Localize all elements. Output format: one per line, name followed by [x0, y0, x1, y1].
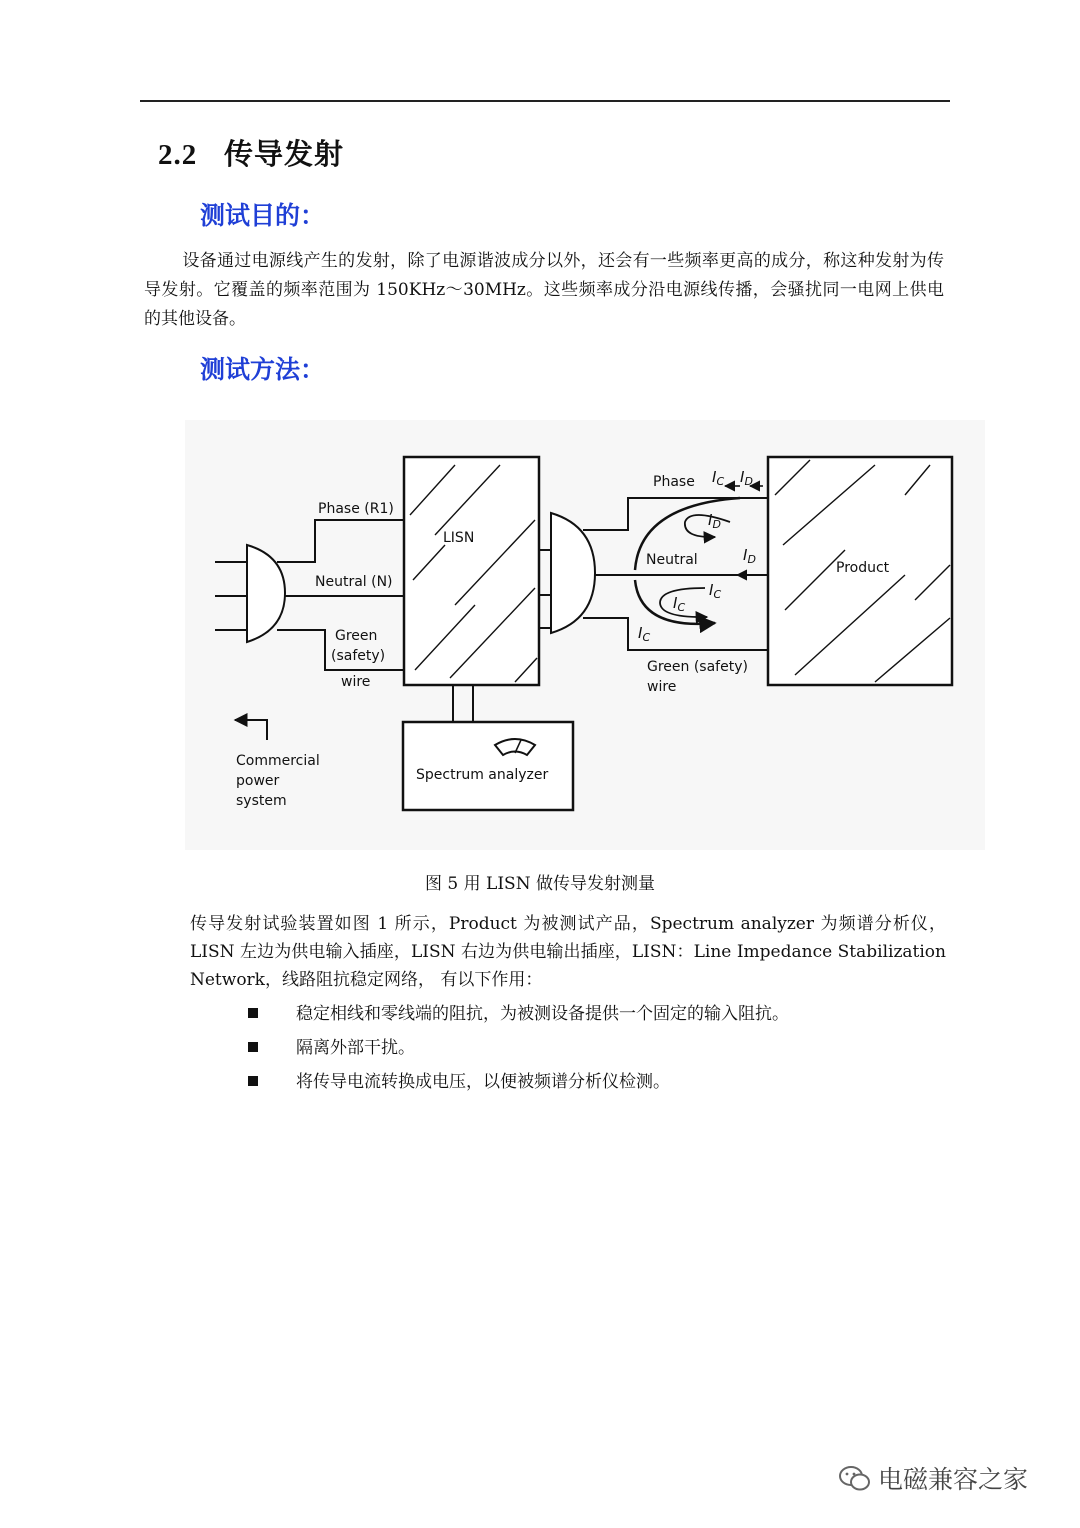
svg-text:IC: $I_C$ [638, 624, 651, 644]
figure-caption: 图 5 用 LISN 做传导发射测量 [425, 874, 655, 894]
svg-text:IC: $I_C$ [709, 581, 722, 601]
bullet-square-icon [248, 1042, 258, 1052]
commercial-power-arrow [235, 720, 267, 740]
green-safety-label: Green (safety) [647, 659, 748, 675]
wire-label: wire [341, 674, 371, 690]
input-wires [215, 562, 247, 630]
wechat-icon [838, 1464, 872, 1500]
svg-text:ID: $I_D$ [743, 546, 756, 566]
header-rule [140, 100, 950, 102]
section-title-text: 传导发射 [224, 137, 345, 171]
product-label: Product [836, 560, 890, 576]
list-item: 稳定相线和零线端的阻抗，为被测设备提供一个固定的输入阻抗。 [248, 1000, 948, 1034]
neutral-n-label: Neutral (N) [315, 574, 393, 590]
lisn-label: LISN [443, 530, 475, 546]
output-wires [583, 498, 768, 650]
input-plug [247, 545, 285, 642]
watermark-text: 电磁兼容之家 [878, 1465, 1029, 1494]
neutral-label: Neutral [646, 552, 698, 568]
section-title [158, 132, 344, 173]
lisn-figure [185, 420, 985, 850]
lisn-diagram [185, 420, 985, 850]
list-item: 将传导电流转换成电压，以便被频谱分析仪检测。 [248, 1068, 948, 1102]
purpose-text: 设备通过电源线产生的发射，除了电源谐波成分以外，还会有一些频率更高的成分，称这种发射为传导发射。它覆盖的频率范围为 150KHz～30MHz。这些频率成分沿电源线传播，会骚扰同一电网上供电的其他设备。 [144, 251, 944, 329]
spectrum-analyzer-label: Spectrum analyzer [416, 767, 549, 783]
watermark [838, 1460, 1028, 1500]
green-label: Green [335, 628, 378, 644]
bullet-square-icon [248, 1008, 258, 1018]
phase-r1-label: Phase (R1) [318, 501, 394, 517]
lisn-box [404, 457, 539, 685]
safety-label: (safety) [331, 648, 386, 664]
bullet-square-icon [248, 1076, 258, 1086]
svg-text:ID: $I_D$ [708, 511, 721, 531]
commercial-label: Commercial [236, 753, 320, 769]
wire-label-right: wire [647, 679, 677, 695]
method-heading: 测试方法： [200, 355, 326, 384]
list-item: 隔离外部干扰。 [248, 1034, 948, 1068]
phase-label: Phase [653, 474, 695, 490]
system-label: system [236, 793, 287, 809]
svg-text:IC: $I_C$ [673, 594, 686, 614]
spectrum-analyzer-box [403, 722, 573, 810]
purpose-paragraph [144, 247, 944, 334]
purpose-heading: 测试目的： [200, 201, 326, 230]
description-paragraph: 传导发射试验装置如图 1 所示，Product 为被测试产品，Spectrum analyzer 为频谱分析仪，LISN 左边为供电输入插座，LISN 右边为供电输出插座，LISN：Line Impedance Stabilization Network，线路阻抗稳定网络， 有以下作用： [190, 914, 946, 990]
svg-text:ID: $I_D$ [740, 468, 753, 488]
function-list [248, 1000, 948, 1102]
svg-text:IC: $I_C$ [712, 468, 725, 488]
section-number: 2.2 [158, 139, 198, 171]
power-label: power [236, 773, 280, 789]
